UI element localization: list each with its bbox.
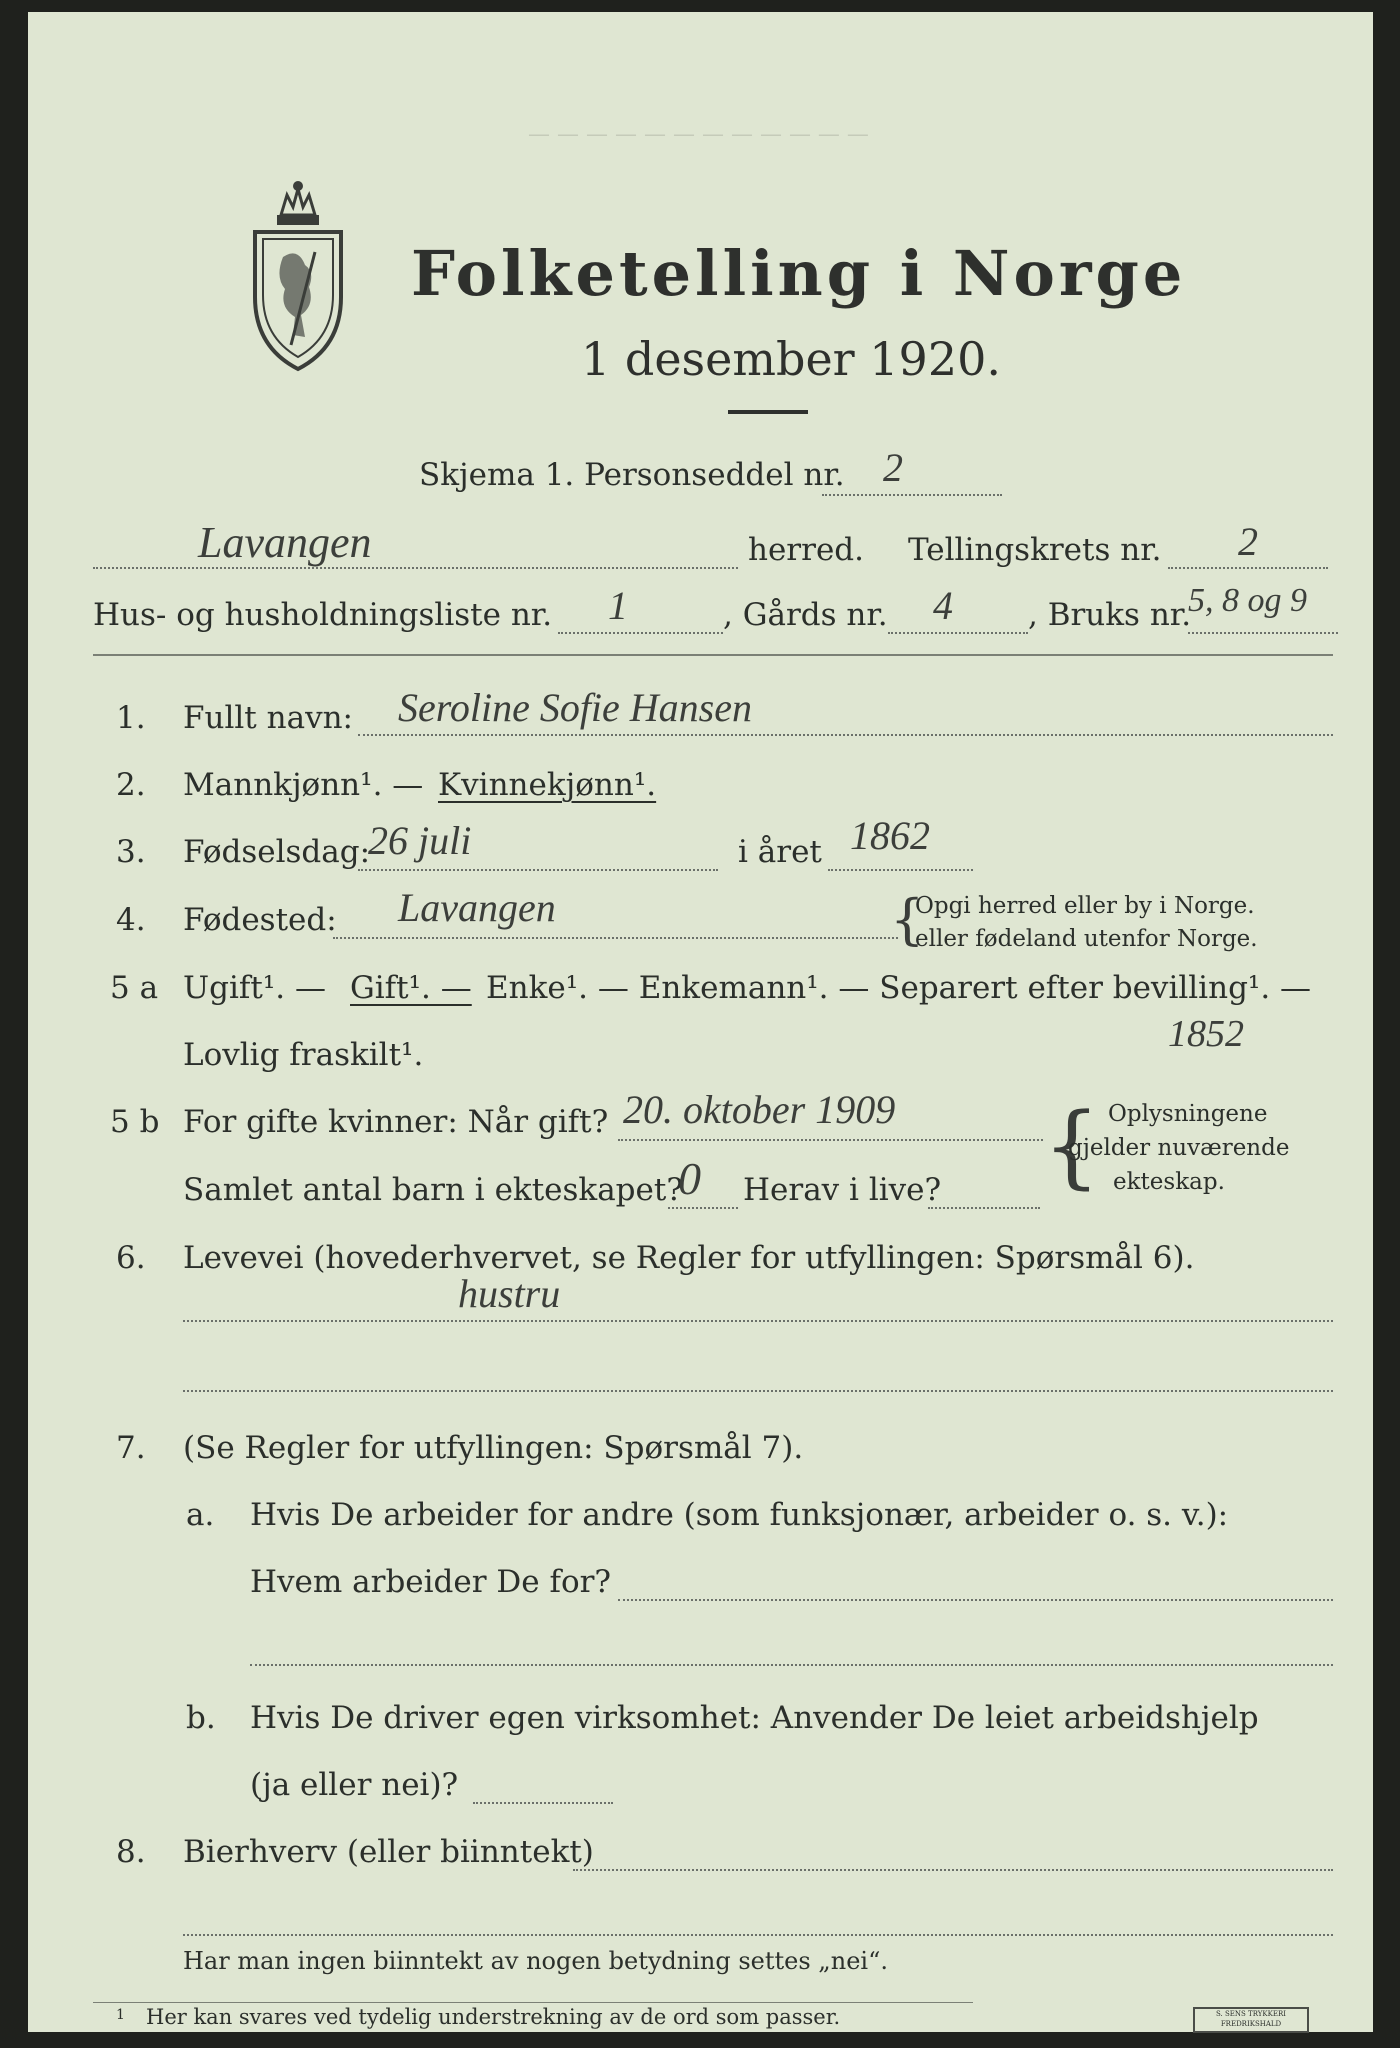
q4-note-line2: eller fødeland utenfor Norge. bbox=[915, 926, 1258, 952]
q8-label: Bierhverv (eller biinntekt) bbox=[183, 1834, 594, 1870]
q7a-question: Hvem arbeider De for? bbox=[250, 1564, 612, 1600]
q5a-other-options: Enke¹. — Enkemann¹. — Separert efter bevilling¹. — bbox=[486, 970, 1312, 1006]
bruks-label: , Bruks nr. bbox=[1028, 597, 1192, 633]
q5b-marriage-date: 20. oktober 1909 bbox=[623, 1087, 896, 1132]
census-form bbox=[28, 12, 1373, 2032]
q7b-label: Hvis De driver egen virksomhet: Anvender De leiet arbeidshjelp bbox=[250, 1700, 1259, 1736]
q6-line1 bbox=[183, 1320, 1333, 1322]
section-divider bbox=[93, 654, 1333, 656]
q8-line1 bbox=[573, 1869, 1333, 1871]
q5b-children-line bbox=[668, 1207, 738, 1209]
q7-number: 7. bbox=[116, 1430, 146, 1466]
gards-nr-line bbox=[888, 632, 1028, 634]
margin-annotation: 1852 bbox=[1168, 1013, 1244, 1055]
herred-value: Lavangen bbox=[198, 518, 372, 567]
q7b-question: (ja eller nei)? bbox=[250, 1767, 459, 1803]
printer-stamp: S. SENS TRYKKERI FREDRIKSHALD bbox=[1193, 2007, 1309, 2033]
q7a-letter: a. bbox=[186, 1497, 215, 1533]
bruks-nr-line bbox=[1188, 632, 1338, 634]
q5b-label: For gifte kvinner: Når gift? bbox=[183, 1104, 609, 1140]
q5a-number: 5 a bbox=[110, 970, 159, 1006]
q3-year-line bbox=[828, 869, 973, 871]
q2-number: 2. bbox=[116, 767, 146, 803]
q8-note: Har man ingen biinntekt av nogen betydning settes „nei“. bbox=[183, 1947, 888, 1975]
q5a-fraskilt-option: Lovlig fraskilt¹. bbox=[183, 1037, 424, 1073]
q5b-note-line1: Oplysningene bbox=[1108, 1101, 1268, 1127]
q8-line2 bbox=[183, 1934, 1333, 1936]
q3-date-line bbox=[358, 869, 718, 871]
q7a-line1 bbox=[618, 1599, 1333, 1601]
footnote-mark: 1 bbox=[116, 2007, 125, 2023]
q5b-number: 5 b bbox=[110, 1104, 160, 1140]
norway-coat-of-arms-icon bbox=[243, 177, 353, 377]
q1-label: Fullt navn: bbox=[183, 700, 353, 736]
q4-label: Fødested: bbox=[183, 902, 337, 938]
q6-line2 bbox=[183, 1390, 1333, 1392]
q3-number: 3. bbox=[116, 834, 146, 870]
title-divider bbox=[728, 410, 808, 414]
q5b-date-line bbox=[618, 1139, 1043, 1141]
footer-divider bbox=[93, 2002, 973, 2003]
q3-label: Fødselsdag: bbox=[183, 834, 371, 870]
q7a-label: Hvis De arbeider for andre (som funksjonær, arbeider o. s. v.): bbox=[250, 1497, 1229, 1533]
q5b-note-line3: ekteskap. bbox=[1113, 1169, 1225, 1195]
q1-full-name: Seroline Sofie Hansen bbox=[398, 685, 753, 730]
q1-line bbox=[358, 734, 1333, 736]
q5a-gift-option: Gift¹. — bbox=[350, 970, 472, 1006]
q5b-brace: { bbox=[1043, 1094, 1101, 1199]
form-title: Folketelling i Norge bbox=[411, 237, 1187, 310]
footnote-text: Her kan svares ved tydelig understrekning av de ord som passer. bbox=[146, 2005, 841, 2029]
q6-occupation-value: hustru bbox=[458, 1271, 561, 1316]
q2-male-option: Mannkjønn¹. — bbox=[183, 767, 424, 803]
tellingskrets-value: 2 bbox=[1238, 519, 1258, 564]
q1-number: 1. bbox=[116, 700, 146, 736]
q5b-children-label: Samlet antal barn i ekteskapet? bbox=[183, 1172, 683, 1208]
tellingskrets-label: Tellingskrets nr. bbox=[908, 532, 1162, 568]
q5b-alive-line bbox=[928, 1207, 1040, 1209]
q7b-letter: b. bbox=[186, 1700, 216, 1736]
schema-nr-line bbox=[822, 494, 1002, 496]
hus-nr-line bbox=[558, 632, 723, 634]
schema-label: Skjema 1. Personseddel nr. bbox=[419, 457, 845, 493]
herred-line bbox=[93, 567, 738, 569]
q4-note-line1: Opgi herred eller by i Norge. bbox=[915, 893, 1255, 919]
gards-label: , Gårds nr. bbox=[723, 597, 888, 633]
census-date: 1 desember 1920. bbox=[581, 332, 1001, 386]
q8-number: 8. bbox=[116, 1834, 146, 1870]
q4-brace: { bbox=[890, 888, 925, 951]
gards-nr-value: 4 bbox=[933, 583, 953, 628]
bleed-through-text: — — — — — — — — — — — — bbox=[528, 122, 869, 147]
q7b-line bbox=[473, 1802, 613, 1804]
q4-birthplace-value: Lavangen bbox=[398, 885, 556, 930]
q3-year-value: 1862 bbox=[850, 813, 930, 858]
q4-line bbox=[333, 937, 898, 939]
schema-nr-value: 2 bbox=[883, 445, 903, 490]
q5b-alive-label: Herav i live? bbox=[743, 1172, 942, 1208]
q7a-line2 bbox=[250, 1664, 1333, 1666]
herred-label: herred. bbox=[748, 532, 864, 568]
q2-female-option: Kvinnekjønn¹. bbox=[438, 767, 657, 803]
bruks-nr-value: 5, 8 og 9 bbox=[1188, 582, 1307, 619]
q3-birthday-value: 26 juli bbox=[368, 818, 472, 863]
q4-number: 4. bbox=[116, 902, 146, 938]
q7-label: (Se Regler for utfyllingen: Spørsmål 7). bbox=[183, 1430, 804, 1466]
q6-label: Levevei (hovederhvervet, se Regler for utfyllingen: Spørsmål 6). bbox=[183, 1240, 1195, 1276]
q5b-children-value: 0 bbox=[678, 1153, 701, 1204]
hus-nr-value: 1 bbox=[608, 583, 628, 628]
q5b-note-line2: gjelder nuværende bbox=[1068, 1135, 1290, 1161]
hus-label: Hus- og husholdningsliste nr. bbox=[93, 597, 553, 633]
q3-year-label: i året bbox=[738, 834, 822, 870]
q6-number: 6. bbox=[116, 1240, 146, 1276]
tellingskrets-line bbox=[1168, 567, 1328, 569]
q5a-ugift-option: Ugift¹. — bbox=[183, 970, 326, 1006]
